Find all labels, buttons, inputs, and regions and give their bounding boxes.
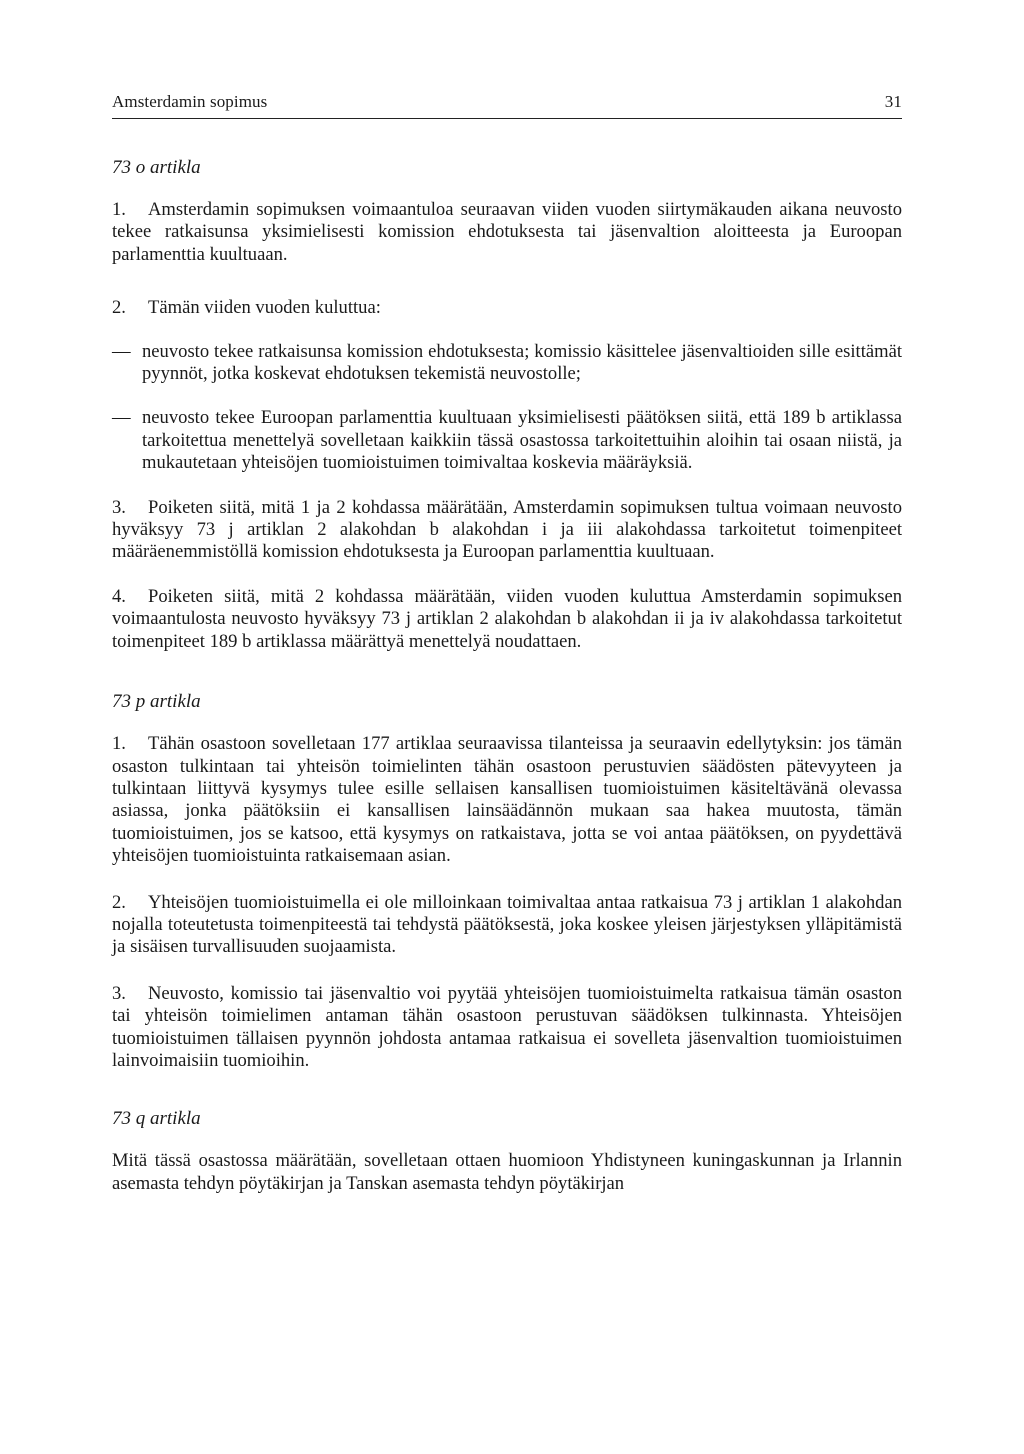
list-item [112,407,902,474]
list-item-text: neuvosto tekee ratkaisunsa komission ehdotuksesta; komissio käsittelee jäsenvaltioiden sille esittämät pyynnöt, jotka koskevat ehdotuksen tekemistä neuvostolle; [142,340,902,385]
running-title: Amsterdamin sopimus [112,92,268,111]
article-73o-paragraph-4 [112,586,902,653]
running-header [112,92,902,119]
article-73q-paragraph-1 [112,1150,902,1195]
paragraph-text: Tämän viiden vuoden kuluttua: [148,297,381,319]
article-73p-paragraph-1 [112,733,902,867]
article-73p-paragraph-3 [112,983,902,1073]
paragraph-text: Tähän osastoon sovelletaan 177 artiklaa seuraavissa tilanteissa ja seuraavin edellytyksin: jos tämän osaston tulkintaan tai yhteisön toimielinten tähän osastoon perustuvien säädösten pätevyyteen ja tulkintaan liittyvä kysymys tulee esille sellaisen kansallisen tuomioistuimen käsiteltävänä olevassa asiassa, jonka päätöksiin ei kansallisen lainsäädännön mukaan saa hakea muutosta, tämän tuomioistuimen, jos se katsoo, että kysymys on ratkaistava, jotta se voi antaa päätöksen, on pyydettävä yhteisöjen tuomioistuinta ratkaisemaan asian. [112,733,902,867]
article-73o-paragraph-3 [112,497,902,564]
paragraph-number: 2. [112,891,126,913]
paragraph-text: Poiketen siitä, mitä 1 ja 2 kohdassa määrätään, Amsterdamin sopimuksen tultua voimaan neuvosto hyväksyy 73 j artiklan 2 alakohdan b alakohdan i ja iii alakohdassa tarkoitetut toimenpiteet määräenemmistöllä komission ehdotuksesta ja Euroopan parlamenttia kuultuaan. [112,496,902,563]
list-item [112,341,902,386]
article-title-73p: 73 p artikla [112,691,201,713]
paragraph-text: Amsterdamin sopimuksen voimaantuloa seuraavan viiden vuoden siirtymäkauden aikana neuvosto tekee ratkaisunsa yksimielisesti komission ehdotuksesta tai jäsenvaltion aloitteesta ja Euroopan parlamenttia kuultuaan. [112,199,902,265]
paragraph-text: Yhteisöjen tuomioistuimella ei ole milloinkaan toimivaltaa antaa ratkaisua 73 j artiklan 1 alakohdan nojalla toteutetusta toimenpiteestä tai tehdystä päätöksestä, joka koskee yleisen järjestyksen ylläpitämistä ja sisäisen turvallisuuden suojaamista. [112,891,902,958]
article-73o-paragraph-1 [112,199,902,266]
paragraph-number: 1. [112,199,126,220]
article-title-73q: 73 q artikla [112,1108,201,1130]
paragraph-number: 3. [112,496,126,518]
article-title-73o: 73 o artikla [112,157,201,178]
paragraph-text: Poiketen siitä, mitä 2 kohdassa määrätään, viiden vuoden kuluttua Amsterdamin sopimuksen voimaantulosta neuvosto hyväksyy 73 j artiklan 2 alakohdan b alakohdan ii ja iv alakohdassa tarkoitetut toimenpiteet 189 b artiklassa määrättyä menettelyä noudattaen. [112,585,902,652]
article-73p-paragraph-2 [112,892,902,959]
article-73o-paragraph-2 [112,297,902,319]
paragraph-text: Mitä tässä osastossa määrätään, sovelletaan ottaen huomioon Yhdistyneen kuningaskunnan ja Irlannin asemasta tehdyn pöytäkirjan ja Tanskan asemasta tehdyn pöytäkirjan [112,1150,902,1194]
paragraph-text: Neuvosto, komissio tai jäsenvaltio voi pyytää yhteisöjen tuomioistuimelta ratkaisua tämän osaston tai yhteisön toimielimen antaman tähän osastoon perustuvan säädöksen tulkinnasta. Yhteisöjen tuomioistuimen tällaisen pyynnön johdosta antamaa ratkaisua ei sovelleta jäsenvaltion tuomioistuimen lainvoimaisiin tuomioihin. [112,982,902,1071]
paragraph-number: 4. [112,585,126,607]
paragraph-number: 1. [112,733,126,755]
paragraph-number: 3. [112,982,126,1004]
document-page [112,92,902,1195]
page-number: 31 [884,92,902,111]
dash-marker: — [112,340,131,362]
list-item-text: neuvosto tekee Euroopan parlamenttia kuultuaan yksimielisesti päätöksen siitä, että 189 b artiklassa tarkoitettua menettelyä sovelletaan kaikkiin tässä osastossa tarkoitettuihin aloihin tai osaan niistä, ja mukautetaan yhteisöjen tuomioistuimen toimivaltaa koskevia määräyksiä. [142,407,902,474]
dash-marker: — [112,407,131,429]
paragraph-number: 2. [112,297,126,319]
